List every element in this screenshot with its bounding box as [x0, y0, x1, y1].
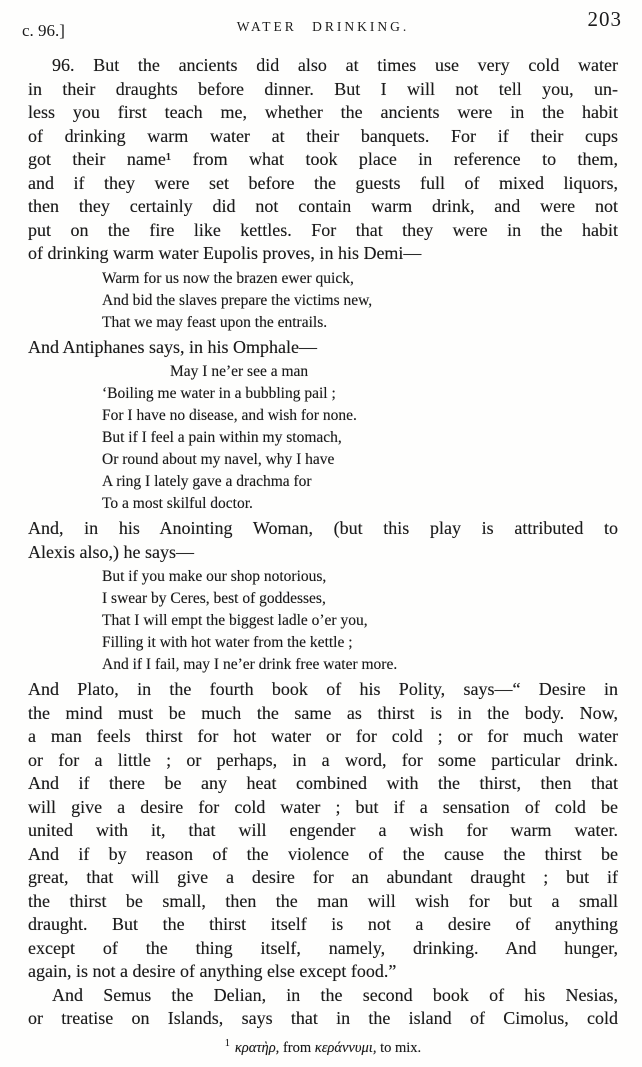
text-line: That we may feast upon the entrails. — [102, 313, 328, 331]
text-line: of drinking warm water Eupolis proves, in his Demi— — [28, 243, 422, 263]
text-line: Warm for us now the brazen ewer quick, — [102, 269, 354, 287]
footnote-marker: 1 — [224, 1037, 230, 1049]
text-line: For I have no disease, and wish for none. — [102, 407, 357, 424]
running-title: WATER DRINKING. — [236, 19, 410, 34]
text-line: ‘Boiling me water in a bubbling pail ; — [102, 385, 336, 402]
text-line: And Antiphanes says, in his Omphale— — [28, 336, 317, 357]
text-line: Or round about my navel, why I have — [102, 451, 335, 468]
text-line: May I ne’er see a man — [170, 363, 309, 380]
text-line: And if by reason of the violence of the cause the thirst be — [28, 843, 618, 864]
paragraph-block — [28, 517, 618, 564]
text-line: That I will empt the biggest ladle o’er you, — [102, 612, 368, 629]
paragraph-block — [28, 984, 618, 1031]
text-line: will give a desire for cold water ; but if a sensation of cold be — [28, 796, 618, 817]
text-line: or for a little ; or perhaps, in a word, for some particular drink. — [28, 749, 618, 770]
text-line: of drinking warm water at their banquets. For if their cups — [28, 125, 618, 146]
text-line: except of the thing itself, namely, drinking. And hunger, — [28, 937, 618, 958]
chapter-reference: c. 96.] — [22, 21, 65, 40]
text-line: And Plato, in the fourth book of his Polity, says—“ Desire in — [28, 679, 618, 699]
text-line: less you first teach me, whether the ancients were in the habit — [28, 102, 618, 122]
text-line: And if there be any heat combined with the thirst, then that — [28, 773, 618, 793]
content — [28, 54, 618, 1031]
text-line: great, that will give a desire for an abundant draught ; but if — [28, 867, 618, 887]
text-line: And, in his Anointing Woman, (but this play is attributed to — [28, 518, 618, 538]
text-line: again, is not a desire of anything else except food.” — [28, 961, 397, 981]
text-line: put on the fire like kettles. For that they were in the habit — [28, 219, 618, 240]
page-number: 203 — [587, 7, 622, 31]
text-line: or treatise on Islands, says that in the island of Cimolus, cold — [28, 1008, 618, 1028]
text-line: the mind must be much the same as thirst is in the body. Now, — [28, 702, 618, 723]
text-line: I swear by Ceres, best of goddesses, — [102, 590, 326, 607]
paragraph-block — [28, 54, 618, 266]
text-line: got their name¹ from what took place in reference to them, — [28, 149, 618, 169]
text-line: the thirst be small, then the man will wish for but a small — [28, 890, 618, 911]
text-line: 96. But the ancients did also at times use very cold water — [52, 55, 618, 75]
text-line: united with it, that will engender a wish for warm water. — [28, 820, 618, 840]
text-line: And Semus the Delian, in the second book of his Nesias, — [52, 984, 618, 1005]
paragraph-block — [28, 678, 618, 984]
footnote-greek-term: κρατὴρ, — [234, 1039, 280, 1056]
running-head — [22, 6, 622, 46]
text-line: And if I fail, may I ne’er drink free water more. — [102, 656, 398, 673]
text-line: draught. But the thirst itself is not a desire of anything — [28, 914, 618, 934]
verse-block — [102, 268, 618, 334]
text-line: But if I feel a pain within my stomach, — [102, 429, 342, 446]
text-line: Alexis also,) he says— — [28, 541, 194, 562]
footnote — [28, 1038, 618, 1057]
verse-block — [102, 361, 618, 515]
text-line: But if you make our shop notorious, — [102, 568, 327, 585]
text-line: and if they were set before the guests full of mixed liquors, — [28, 172, 618, 193]
text-line: Filling it with hot water from the kettle ; — [102, 634, 353, 651]
text-line: And bid the slaves prepare the victims new, — [102, 291, 373, 309]
text-line: To a most skilful doctor. — [102, 495, 253, 512]
text-line: in their draughts before dinner. But I will not tell you, un- — [28, 78, 618, 99]
text-line: A ring I lately gave a drachma for — [102, 473, 312, 490]
text-line: then they certainly did not contain warm drink, and were not — [28, 196, 618, 216]
verse-block — [102, 566, 618, 676]
text-line: a man feels thirst for hot water or for cold ; or for much water — [28, 726, 618, 746]
footnote-text: from — [279, 1039, 315, 1056]
footnote-text-tail: to mix. — [376, 1039, 422, 1056]
paragraph-block — [28, 336, 618, 360]
footnote-greek-verb: κεράννυμι, — [314, 1039, 377, 1056]
